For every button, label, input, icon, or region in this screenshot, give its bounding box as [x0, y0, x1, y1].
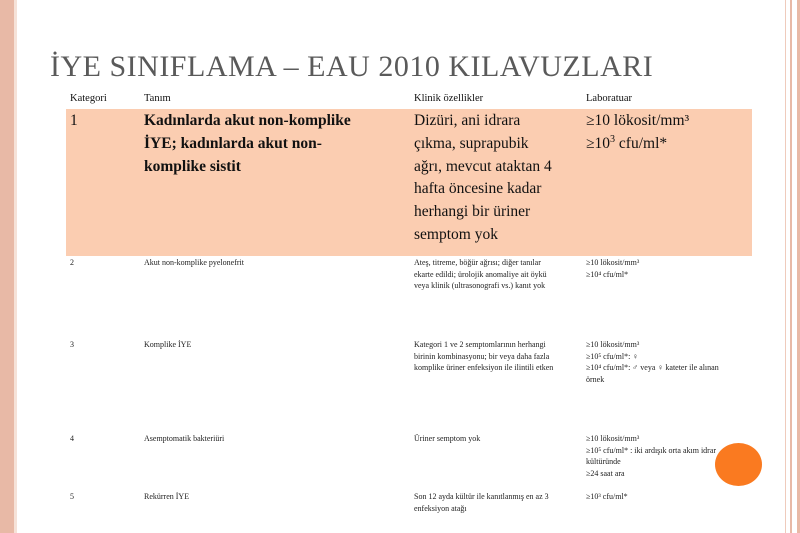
row3-klinik [414, 339, 553, 374]
row1-lab-line [586, 133, 689, 156]
right-decor-stripe-faint [785, 0, 786, 533]
left-decor-stripe-thin [14, 0, 17, 533]
row3-kategori: 3 [70, 340, 74, 349]
row3-lab-line: ≥10⁴ cfu/ml*: ♂ veya ♀ kateter ile alınan [586, 363, 719, 372]
row2-lab-line: ≥10⁴ cfu/ml* [586, 269, 629, 279]
row4-lab-line: ≥10⁵ cfu/ml* : iki ardışık orta akım idrar [586, 445, 717, 455]
row1-lab-unit: cfu/ml* [615, 134, 668, 152]
row2-lab [586, 257, 639, 280]
row1-tanim-line: komplike sistit [144, 157, 241, 175]
row3-lab-line: ≥10 lökosit/mm³ [586, 340, 640, 349]
row1-tanim-line: Kadınlarda akut non-komplike [144, 112, 351, 129]
row1-klinik-line: ağrı, mevcut ataktan 4 [414, 157, 552, 175]
row4-klinik [414, 433, 480, 445]
row3-lab [586, 339, 719, 385]
row5-klinik [414, 491, 549, 514]
row5-klinik-line: Son 12 ayda kültür ile kanıtlanmış en az 3 [414, 492, 549, 501]
row2-klinik-line: ekarte edildi; ürolojik anomaliye ait öykü [414, 269, 547, 279]
row4-klinik-line: Üriner semptom yok [414, 434, 481, 443]
row1-klinik [414, 110, 552, 247]
row4-lab-line: kültüründe [586, 457, 621, 466]
row1-klinik-line: herhangi bir üriner [414, 203, 531, 221]
header-kategori: Kategori [70, 93, 107, 104]
row4-kategori: 4 [70, 434, 74, 443]
row1-lab [586, 110, 689, 156]
row2-tanim: Akut non-komplike pyelonefrit [144, 258, 244, 267]
row4-lab-line: ≥24 saat ara [586, 468, 625, 478]
row1-kategori: 1 [70, 112, 78, 129]
row5-klinik-line: enfeksiyon atağı [414, 503, 467, 513]
row3-lab-line: örnek [586, 374, 605, 384]
row3-klinik-line: Kategori 1 ve 2 semptomlarının herhangi [414, 340, 546, 349]
row1-lab-line: ≥10 lökosit/mm³ [586, 112, 690, 129]
header-tanim: Tanım [144, 93, 171, 104]
row3-lab-line: ≥10⁵ cfu/ml*: ♀ [586, 351, 639, 361]
row1-klinik-line: hafta öncesine kadar [414, 180, 542, 198]
header-klinik: Klinik özellikler [414, 93, 484, 104]
right-decor-stripe-inner [790, 0, 792, 533]
orange-circle-decor [715, 443, 762, 486]
row4-lab [586, 433, 716, 479]
row2-klinik [414, 257, 547, 292]
row2-klinik-line: Ateş, titreme, böğür ağrısı; diğer tanılar [414, 258, 541, 267]
row5-lab-line: ≥10³ cfu/ml* [586, 492, 628, 501]
header-lab: Laboratuar [586, 93, 633, 104]
row2-lab-line: ≥10 lökosit/mm³ [586, 258, 640, 267]
row4-lab-line: ≥10 lökosit/mm³ [586, 434, 640, 443]
row3-tanim: Komplike İYE [144, 340, 192, 349]
row5-lab [586, 491, 628, 503]
row5-kategori: 5 [70, 492, 74, 501]
row1-tanim-line: İYE; kadınlarda akut non- [144, 134, 322, 152]
row1-klinik-line: Dizüri, ani idrara [414, 112, 521, 129]
left-decor-stripe [0, 0, 14, 533]
row1-klinik-line: semptom yok [414, 225, 498, 243]
row3-klinik-line: birinin kombinasyonu; bir veya daha fazla [414, 351, 550, 361]
row1-lab-base: ≥10 [586, 134, 611, 152]
slide-title: İYE SINIFLAMA – EAU 2010 KILAVUZLARI [50, 50, 654, 83]
row3-klinik-line: komplike üriner enfeksiyon ile ilintili etken [414, 363, 554, 372]
row4-tanim: Asemptomatik bakteriüri [144, 434, 225, 443]
row2-klinik-line: veya klinik (ultrasonografi vs.) kanıt yok [414, 281, 546, 290]
row5-tanim: Rekürren İYE [144, 492, 190, 501]
row1-lab-exponent: 3 [610, 133, 616, 145]
row2-kategori: 2 [70, 258, 74, 267]
row1-tanim [144, 110, 351, 178]
row1-klinik-line: çıkma, suprapubik [414, 134, 529, 152]
